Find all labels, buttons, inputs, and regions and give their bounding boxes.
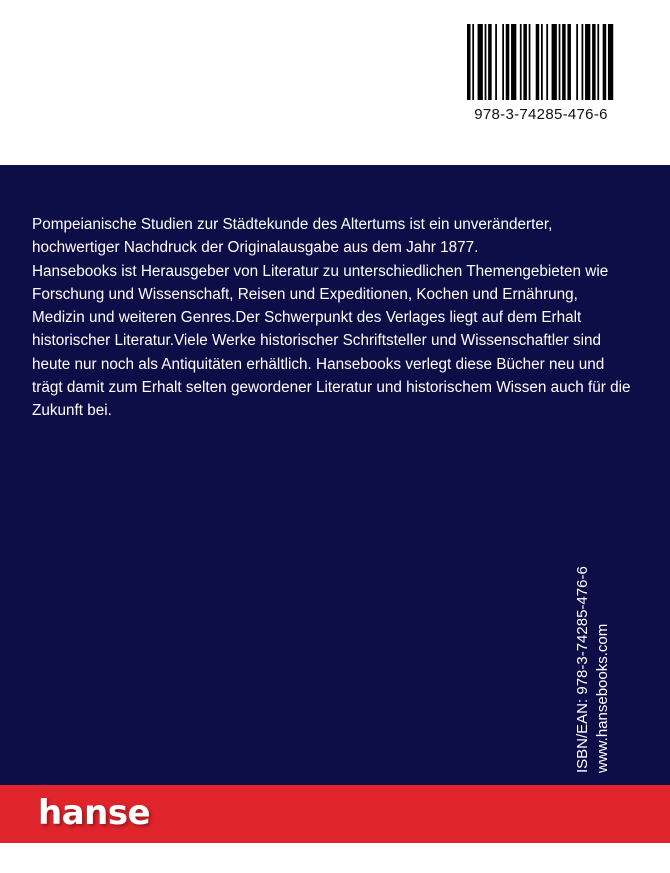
top-band (0, 0, 670, 165)
hanse-logo: hanse (38, 793, 151, 833)
barcode (461, 22, 621, 122)
website-text: www.hansebooks.com (594, 623, 611, 773)
description-paragraph: Pompeianische Studien zur Städtekunde des Altertums ist ein unveränderter, hochwertiger Nachdruck der Originalausgabe aus dem Jahr 1877. (32, 216, 553, 257)
vertical-text-block (573, 533, 613, 773)
publisher-footer (0, 785, 670, 843)
description-paragraph: Hansebooks ist Herausgeber von Literatur zu unterschiedlichen Themengebieten wie Forschung und Wissenschaft, Reisen und Expeditionen, Kochen und Ernährung, Medizin und weiteren Genres.Der Schwerpunkt des Verlages liegt auf dem Erhalt historischer Literatur.Viele Werke historischer Schriftsteller und Wissenschaftler sind heute nur noch als Antiquitäten erhältlich. Hansebooks verlegt diese Bücher neu und trägt damit zum Erhalt selten gewordener Literatur und historischem Wissen auch für die Zukunft bei. (32, 262, 631, 420)
back-cover-panel (0, 165, 670, 785)
bottom-strip (0, 843, 670, 873)
vertical-info (573, 533, 613, 773)
book-description (32, 213, 632, 423)
barcode-bars (467, 24, 615, 100)
isbn-text: ISBN/EAN: 978-3-74285-476-6 (574, 566, 591, 773)
barcode-number: 978-3-74285-476-6 (474, 106, 608, 123)
